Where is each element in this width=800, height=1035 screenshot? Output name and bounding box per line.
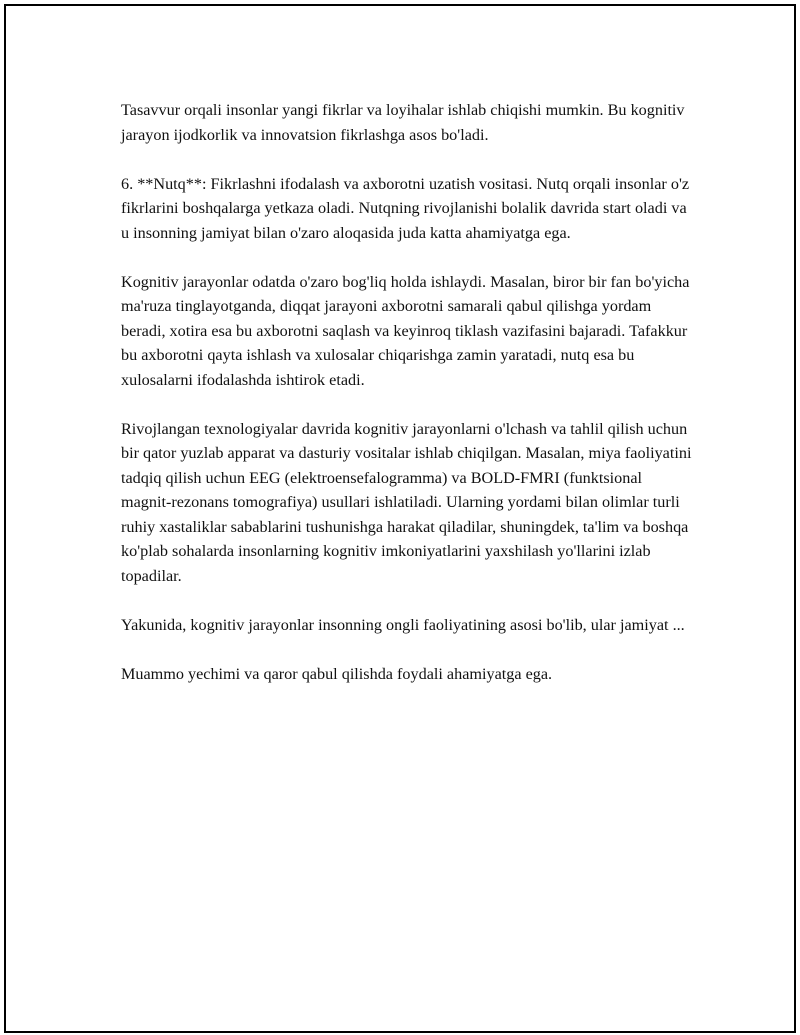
paragraph-tasavvur: Tasavvur orqali insonlar yangi fikrlar va loyihalar ishlab chiqishi mumkin. Bu kognitiv jarayon ijodkorlik va innovatsion fikrlashga asos bo'ladi. [121,101,685,144]
paragraph-kognitiv-jarayonlar: Kognitiv jarayonlar odatda o'zaro bog'liq holda ishlaydi. Masalan, biror bir fan bo'yicha ma'ruza tinglayotganda, diqqat jarayoni axborotni samarali qabul qilishga yordam beradi, xotira esa bu axborotni saqlash va keyinroq tiklash vazifasini bajaradi. Tafakkur bu axborotni qayta ishlash va xulosalar chiqarishga zamin yaratadi, nutq esa bu xulosalarni ifodalashda ishtirok etadi. [121,272,690,389]
paragraph-yakunida: Yakunida, kognitiv jarayonlar insonning ongli faoliyatining asosi bo'lib, ular jamiyat ... [121,615,685,634]
paragraph-nutq: 6. **Nutq**: Fikrlashni ifodalash va axborotni uzatish vositasi. Nutq orqali insonlar o'z fikrlarini boshqalarga yetkaza oladi. Nutqning rivojlanishi bolalik davrida start oladi va u insonning jamiyat bilan o'zaro aloqasida juda katta ahamiyatga ega. [121,174,690,242]
paragraph-texnologiyalar: Rivojlangan texnologiyalar davrida kognitiv jarayonlarni o'lchash va tahlil qilish uchun bir qator yuzlab apparat va dasturiy vositalar ishlab chiqilgan. Masalan, miya faoliyatini tadqiq qilish uchun EEG (elektroensefalogramma) va BOLD-FMRI (funktsional magnit-rezonans tomografiya) usullari ishlatiladi. Ularning yordami bilan olimlar turli ruhiy xastaliklar sabablarini tushunishga harakat qiladilar, shuningdek, ta'lim va boshqa ko'plab sohalarda insonlarning kognitiv imkoniyatlarini yaxshilash yo'llarini izlab topadilar. [121,419,692,585]
paragraph-muammo-yechimi: Muammo yechimi va qaror qabul qilishda foydali ahamiyatga ega. [121,664,553,683]
document-page [4,4,796,1033]
document-body [121,98,696,711]
